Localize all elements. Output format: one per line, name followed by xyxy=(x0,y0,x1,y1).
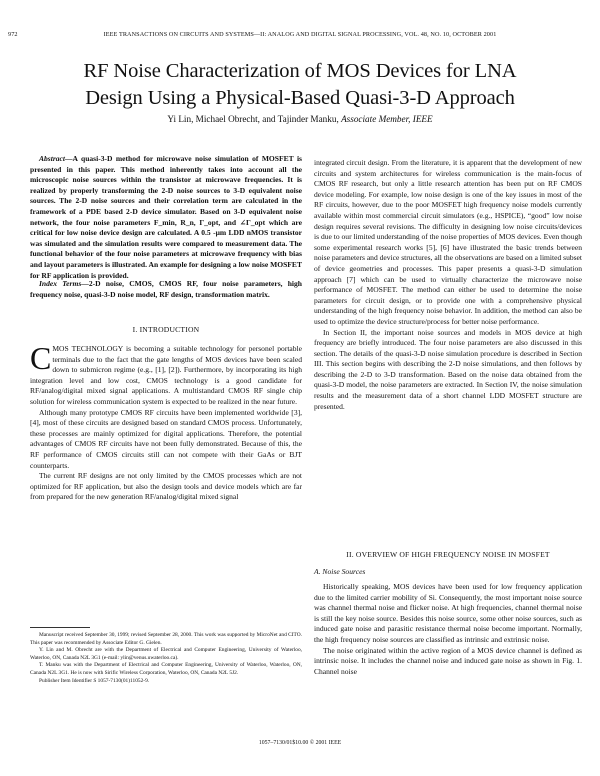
abstract-label: Abstract— xyxy=(39,154,73,163)
noise-paragraph-2: The noise originated within the active region of a MOS device channel is defined as intrinsic noise. It includes the channel noise and induced gate noise as shown in Fig. 1. Channel noise xyxy=(314,645,582,676)
intro-paragraph-2: Although many prototype CMOS RF circuits have been implemented worldwide [3], [4], most of these circuits are designed based on standard CMOS process. Unfortunately, these processes are mainly optimized for digital applications. Therefore, the potential advantages of CMOS RF circuits have not been fully demonstrated. Because of this, the RF performance of CMOS circuits still can not compete with their GaAs or BJT counterparts. xyxy=(30,407,302,470)
author-line xyxy=(20,114,580,124)
right-paragraph-2: In Section II, the important noise sources and models in MOS device at high frequency are briefly introduced. The four noise parameters are also discussed in this section. The details of the quasi-3-D noise simulation procedure is described in Section III. This section begins with describing the 2-D noise simulations, and then follows by describing the 2-D to 3-D transformation. Based on the noise data obtained from the quasi-3-D model, the noise parameters are extracted. In Section IV, the noise simulation results and the measurement data of a short channel LDD MOSFET structure are presented. xyxy=(314,327,582,411)
footnote-manuscript: Manuscript received September 30, 1999; revised September 28, 2000. This work was supported by MicroNet and CITO. This paper was recommended by Associate Editor G. Gielen. xyxy=(30,632,302,646)
abstract xyxy=(30,154,302,281)
footnote-identifier: Publisher Item Identifier S 1057-7130(01)11052-9. xyxy=(39,677,150,684)
introduction-body xyxy=(30,340,302,503)
right-column-body xyxy=(314,158,582,412)
abstract-text: A quasi-3-D method for microwave noise simulation of MOSFET is presented in this paper. This method inherently takes into account all the microscopic noise sources within the transistor at microwave frequencies. It is realized by properly transforming the 2-D noise sources to 3-D equivalent noise sources. The 2-D noise sources and their correlation term are calculated in the framework of a PDE based 2-D device simulator. Based on 3-D equivalent noise network, the four noise parameters F_min, R_n, Γ_opt, and ∠Γ_opt which are critical for low noise device design are calculated. A 0.5 -μm LDD nMOS transistor was simulated and the simulation results were compared to measurement data. The functional behavior of the four noise parameters at microwave frequency with bias and layout parameters is illustrated. An example for designing a low noise MOSFET for RF application is provided. xyxy=(30,154,302,280)
page-number: 972 xyxy=(8,31,18,38)
paper-title xyxy=(20,58,580,112)
footnote-rule xyxy=(30,627,90,628)
copyright-footer: 1057–7130/01$10.00 © 2001 IEEE xyxy=(258,740,342,746)
drop-cap: C xyxy=(30,340,52,376)
author-role: Associate Member, IEEE xyxy=(341,114,433,124)
right-paragraph-1: integrated circuit design. From the literature, it is apparent that the development of new circuits and system architectures for wireless communication is the main-focus of CMOS RF research, but only a little research attention has been put on RF CMOS device modeling. For example, low noise design is one of the key issues in most of the RF circuits, however, due to the poor MOSFET high frequency noise models currently available within most commercial circuit simulators (e.g., HSPICE), “good” low noise design requires several revisions. The difficulty in designing low noise circuits/devices is due to our limited understanding of the noise properties of MOS devices. Even though some experimental research works [5], [6] have illustrated the basic trends between noise parameters and device structures, all the observations are based on a limited subset of device geometries and processes. This paper presents a quasi-3-D simulation approach [7] which can be used to virtually characterize the microwave noise performance of MOSFET. The method can either be used to determine the noise parameters for circuit design, or to provide one with a comprehensive physical understanding of the high frequency noise behavior. In addition, the method can also be used to optimize the device structure/process for better noise performance. xyxy=(314,158,582,326)
index-terms-text: 2-D noise, CMOS, CMOS RF, four noise parameters, high frequency noise, quasi-3-D noise model, RF design, transformation matrix. xyxy=(30,279,302,299)
footnotes xyxy=(30,632,302,685)
author-names: Yi Lin, Michael Obrecht, and Tajinder Manku, xyxy=(167,114,342,124)
section-heading-overview: II. OVERVIEW OF HIGH FREQUENCY NOISE IN MOSFET xyxy=(346,550,550,559)
intro-paragraph-1: MOS TECHNOLOGY is becoming a suitable technology for personel portable terminals due to the fact that the gate lengths of MOS devices have been scaled down to submicron regime (e.g., [1], [2]). Furthermore, by incorporating its high integration level and low cost, CMOS technology is a good candidate for RF/analog/digital mixed signal applications. A multistandard CMOS RF single chip solution for wireless communication system is expected to be realized in the near future. xyxy=(30,344,302,406)
section-heading-introduction: I. INTRODUCTION xyxy=(132,325,200,334)
noise-paragraph-1: Historically speaking, MOS devices have been used for low frequency application due to the limited carrier mobility of Si. Consequently, the most important noise source was channel thermal noise and flicker noise. At high frequencies, channel thermal noise is still the key noise source. Besides this noise source, some other noise sources, such as induced gate noise and parasitic resistance thermal noise become important. Normally, the high frequency noise sources are classified as intrinsic and extrinsic noise. xyxy=(314,582,582,644)
intro-paragraph-3: The current RF designs are not only limited by the CMOS processes which are not optimized for RF application, but also the design tools and device models which are far from prepared for the new generation RF/analog/digital mixed signal xyxy=(30,471,302,502)
index-terms xyxy=(30,279,302,300)
footnote-affiliation-2: T. Manku was with the Department of Electrical and Computer Engineering, University of Waterloo, Waterloo, ON, Canada N2L 3G1. He is now with Sirific Wireless Corporation, Waterloo, ON, Canada N2L 5J2. xyxy=(30,662,302,676)
footnote-affiliation-1: Y. Lin and M. Obrecht are with the Department of Electrical and Computer Engineering, University of Waterloo, Waterloo, ON, Canada N2L 3G1 (e-mail: ylin@venus.uwaterloo.ca). xyxy=(30,647,302,661)
noise-sources-body xyxy=(314,582,582,677)
index-terms-label: Index Terms— xyxy=(39,279,89,288)
journal-name: IEEE TRANSACTIONS ON CIRCUITS AND SYSTEMS—II: ANALOG AND DIGITAL SIGNAL PROCESSING, VOL. 48, NO. 10, OCTOBER 2001 xyxy=(103,31,497,38)
title-line-2: Design Using a Physical-Based Quasi-3-D Approach xyxy=(85,87,515,109)
subsection-heading-noise-sources: A. Noise Sources xyxy=(314,567,366,576)
title-line-1: RF Noise Characterization of MOS Devices for LNA xyxy=(83,60,517,82)
